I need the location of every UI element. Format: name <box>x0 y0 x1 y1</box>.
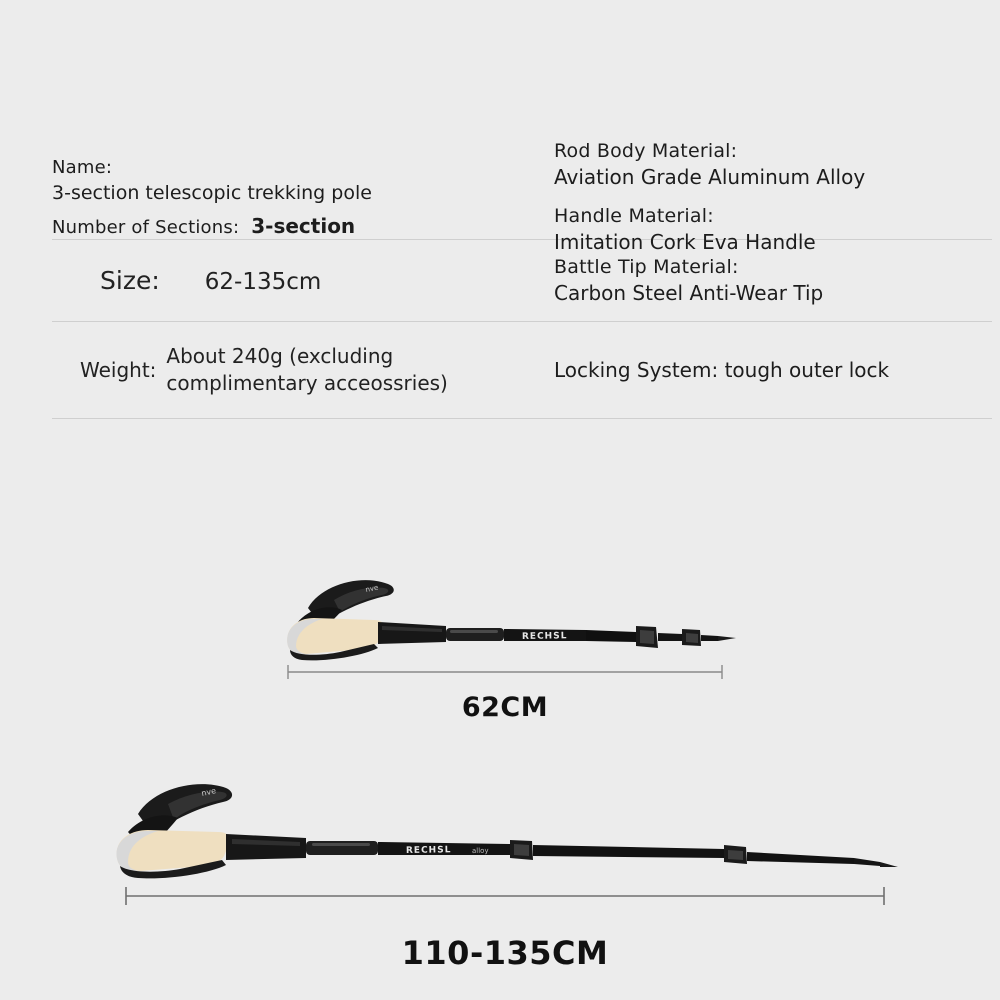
svg-text:RECHSL: RECHSL <box>521 631 568 642</box>
weight-value-line1: About 240g (excluding <box>166 344 394 368</box>
spec-row-name <box>52 140 992 254</box>
size-label: Size: <box>100 266 160 295</box>
spec-cell-materials <box>552 140 992 254</box>
spec-cell-locking <box>552 358 992 382</box>
collapsed-length-caption: 62CM <box>461 692 549 723</box>
spec-row-weight <box>52 322 992 419</box>
svg-text:nve: nve <box>200 786 217 798</box>
svg-text:RECHSL: RECHSL <box>405 845 452 856</box>
collapsed-pole-image <box>270 560 740 690</box>
name-value: 3-section telescopic trekking pole <box>52 181 372 204</box>
weight-value-line2: complimentary acceossries) <box>166 371 448 395</box>
extended-pole-figure <box>110 770 900 970</box>
handle-value: Imitation Cork Eva Handle <box>554 230 816 254</box>
rod-body-label: Rod Body Material: <box>554 140 738 162</box>
sections-value: 3-section <box>251 213 356 238</box>
tip-value: Carbon Steel Anti-Wear Tip <box>554 281 824 305</box>
rod-body-value: Aviation Grade Aluminum Alloy <box>554 165 866 189</box>
spec-cell-weight <box>52 343 552 397</box>
spec-cell-size <box>52 266 552 295</box>
weight-value <box>166 343 447 397</box>
spec-cell-sections <box>52 214 542 238</box>
extended-pole-image <box>110 770 900 930</box>
spec-cell-name <box>52 157 552 238</box>
handle-label: Handle Material: <box>554 205 714 227</box>
name-label: Name: <box>52 156 113 178</box>
collapsed-pole-figure <box>270 560 740 723</box>
svg-text:alloy: alloy <box>471 846 489 855</box>
locking-system-value: Locking System: tough outer lock <box>554 358 890 382</box>
svg-text:nve: nve <box>364 583 380 594</box>
extended-length-caption: 110-135CM <box>401 934 609 972</box>
size-value: 62-135cm <box>204 269 322 295</box>
specification-table <box>52 140 992 419</box>
tip-label: Battle Tip Material: <box>554 256 739 278</box>
spec-cell-tip <box>552 256 992 305</box>
sections-label: Number of Sections: <box>52 216 240 238</box>
weight-label: Weight: <box>80 358 157 382</box>
